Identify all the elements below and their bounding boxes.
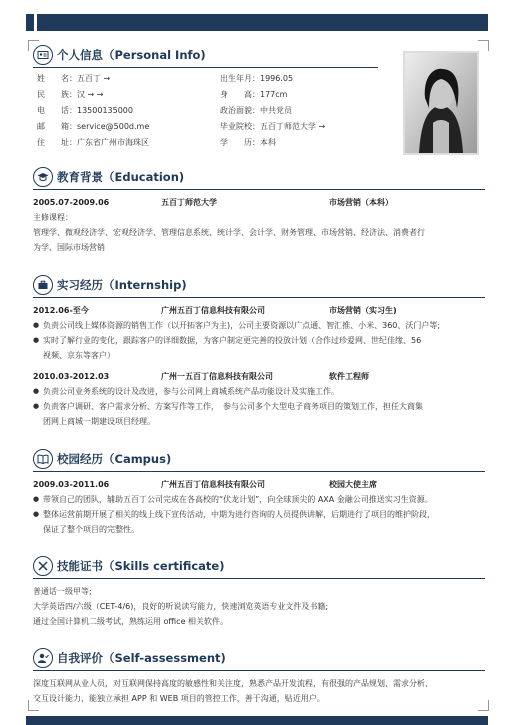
- person-check-icon: [33, 648, 53, 668]
- briefcase-icon: [33, 275, 53, 295]
- section-header: [33, 556, 485, 579]
- section-header: [33, 167, 485, 190]
- info-birth: 出生年月：1996.05: [220, 74, 294, 83]
- job-bullet: ● 负责公司线上媒体资源的销售工作（以开拓客户为主)，公司主要资源以广点通、智汇推、小米、360、沃门户等;: [33, 318, 485, 333]
- section-header: [33, 275, 485, 298]
- info-ethnicity: 民 族：汉 → →: [37, 90, 104, 99]
- job-bullet: ● 实时了解行业的变化，跟踪客户的详细数据，为客户制定更完善的投放计划（合作过珍爱网、世纪佳缘、56: [33, 333, 485, 348]
- skill-line: 普通话一级甲等;: [33, 587, 92, 596]
- course-label: 主修课程：: [33, 213, 73, 222]
- footer-bar: [26, 716, 488, 725]
- header-tick: [34, 14, 37, 31]
- job-entry: 2010.03-2012.03 广州一五百丁信息科技有限公司 软件工程师: [33, 372, 369, 381]
- info-school: 毕业院校：五百丁师范大学 →: [220, 122, 326, 131]
- section-campus: [33, 449, 485, 537]
- campus-bullet: ● 带领自己的团队，辅助五百丁公司完成在各高校的“伏龙计划”，向全球顶尖的 AXA 金融公司推送实习生资源。: [33, 492, 485, 507]
- skill-line: 大学英语四/六级（CET-4/6)，良好的听说读写能力，快速浏览英语专业文件及书籍;: [33, 602, 329, 611]
- section-title: 教育背景（Education): [57, 170, 185, 184]
- self-line: 交互设计能力，能独立承担 APP 和 WEB 项目的管控工作，善于沟通，贴近用户。: [33, 694, 325, 703]
- campus-entry: 2009.03-2011.06 广州五百丁信息科技有限公司 校园大使主席: [33, 480, 377, 489]
- job-entry: 2012.06-至今 广州五百丁信息科技有限公司 市场营销（实习生): [33, 306, 397, 315]
- info-address: 住 址：广东省广州市海珠区: [37, 138, 149, 147]
- section-title: 校园经历（Campus): [57, 452, 172, 466]
- section-self-assessment: [33, 648, 485, 706]
- section-education: [33, 167, 485, 255]
- section-skills: [33, 556, 485, 629]
- self-line: 深度互联网从业人员，对互联网保持高度的敏感性和关注度，熟悉产品开发流程，有很强的产品规划、需求分析、: [33, 679, 433, 688]
- info-name: 姓 名：五百丁 →: [37, 74, 111, 83]
- info-height: 身 高：177cm: [220, 90, 288, 99]
- header-bar: [26, 14, 488, 31]
- section-header: [33, 449, 485, 472]
- campus-bullet-cont: 保证了整个项目的完整性。: [43, 525, 139, 534]
- section-header: [33, 648, 485, 671]
- graduation-cap-icon: [33, 167, 53, 187]
- book-icon: [33, 449, 53, 469]
- info-phone: 电 话：13500135000: [37, 106, 133, 115]
- job-bullet-cont: 团网上商城一期建设项目经理。: [43, 417, 155, 426]
- section-title: 自我评价（Self-assessment): [57, 651, 226, 665]
- education-entry: 2005.07-2009.06 五百丁师范大学 市场营销（本科）: [33, 198, 393, 207]
- section-header: [33, 45, 378, 68]
- campus-bullet: ● 整体运营前期开展了相关的线上线下宣传活动，中期为进行咨询的人员提供讲解，后期进行了项目的维护阶段，: [33, 507, 485, 522]
- profile-photo: [403, 51, 479, 155]
- job-bullet: ● 负责公司业务系统的设计及改进，参与公司网上商城系统产品功能设计及实施工作。: [33, 384, 485, 399]
- section-internship: [33, 275, 485, 429]
- job-bullet-cont: 视频、京东等客户）: [43, 351, 115, 360]
- course-line: 管理学、微观经济学、宏观经济学、管理信息系统、统计学、会计学、财务管理、市场营销、经济法、消费者行: [33, 228, 425, 237]
- skill-line: 通过全国计算机二级考试，熟练运用 office 相关软件。: [33, 617, 229, 626]
- section-title: 实习经历（Internship): [57, 278, 187, 292]
- info-political: 政治面貌：中共党员: [220, 106, 292, 115]
- info-email: 邮 箱：service@500d.me: [37, 122, 150, 131]
- section-title: 个人信息（Personal Info): [57, 48, 206, 62]
- course-line: 为学、国际市场营销: [33, 243, 105, 252]
- tools-icon: [33, 556, 53, 576]
- job-bullet: ● 负责客户调研、客户需求分析、方案写作等工作， 参与公司多个大型电子商务项目的策划工作，担任大商集: [33, 399, 485, 414]
- id-card-icon: [33, 45, 53, 65]
- section-title: 技能证书（Skills certificate): [57, 559, 225, 573]
- info-degree: 学 历：本科: [220, 138, 276, 147]
